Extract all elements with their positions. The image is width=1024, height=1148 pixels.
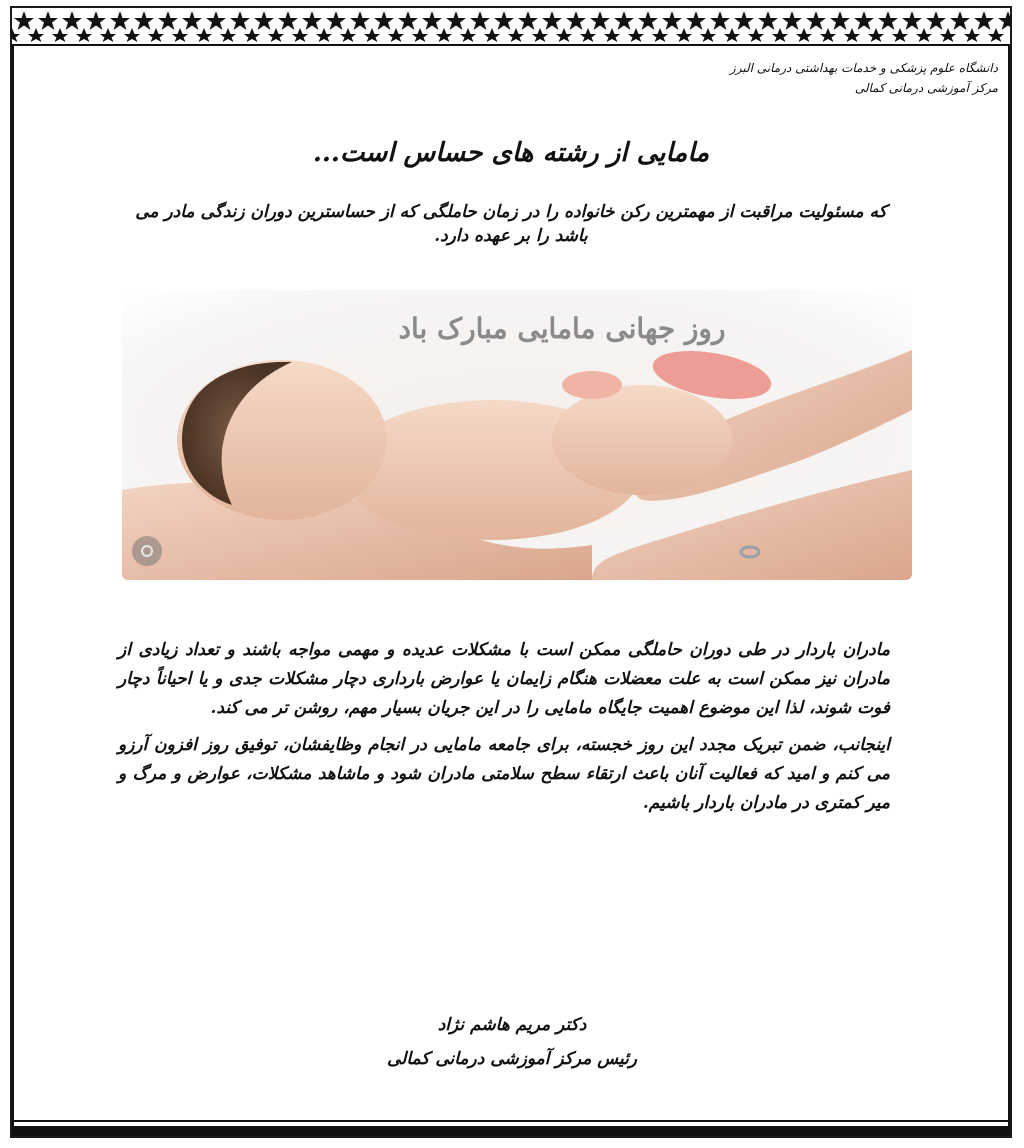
bottom-border [12, 1126, 1010, 1136]
newborn-hands-image [122, 290, 912, 580]
page-title: مامایی از رشته های حساس است... [312, 138, 710, 168]
center-name: مرکز آموزشی درمانی کمالی [854, 81, 998, 95]
signatory-role: رئیس مرکز آموزشی درمانی کمالی [386, 1049, 638, 1069]
star-border-top [12, 8, 1010, 46]
right-border-rule [1008, 46, 1010, 1126]
document-page [10, 6, 1012, 1138]
paragraph-1: مادران باردار در طی دوران حاملگی ممکن است با مشکلات عدیده و مهمی مواجه باشند و تعداد زیادی از مادران نیز ممکن است به علت معضلات هنگام زایمان یا عوارض بارداری دچار مشکلات جدی و یا احیاناً دچار فوت شوند، لذا این موضوع اهمیت جایگاه مامایی را در این جریان بسیار مهم، روشن تر می کند. [118, 640, 890, 718]
lead-sentence: که مسئولیت مراقبت از مهمترین رکن خانواده را در زمان حاملگی که از حساسترین دوران زندگی مادر می باشد را بر عهده دارد. [135, 202, 887, 246]
university-name: دانشگاه علوم پزشکی و خدمات بهداشتی درمانی البرز [729, 61, 998, 75]
left-border-rule [12, 46, 14, 1126]
bottom-border-thin [12, 1120, 1010, 1122]
signatory-name: دکتر مریم هاشم نژاد [437, 1015, 587, 1035]
letterhead [698, 58, 998, 98]
signature-block [342, 1008, 682, 1076]
lens-icon [132, 536, 162, 566]
paragraph-2: اینجانب، ضمن تبریک مجدد این روز خجسته، برای جامعه مامایی در انجام وظایفشان، توفیق روز افزون آرزو می کنم و امید که فعالیت آنان باعث ارتقاء سطح سلامتی مادران شود و ماشاهد مشکلات، عوارض و مرگ و میر کمتری در مادران باردار باشیم. [118, 735, 890, 813]
image-caption: روز جهانی مامایی مبارک باد [398, 312, 726, 345]
body-text [118, 636, 890, 826]
